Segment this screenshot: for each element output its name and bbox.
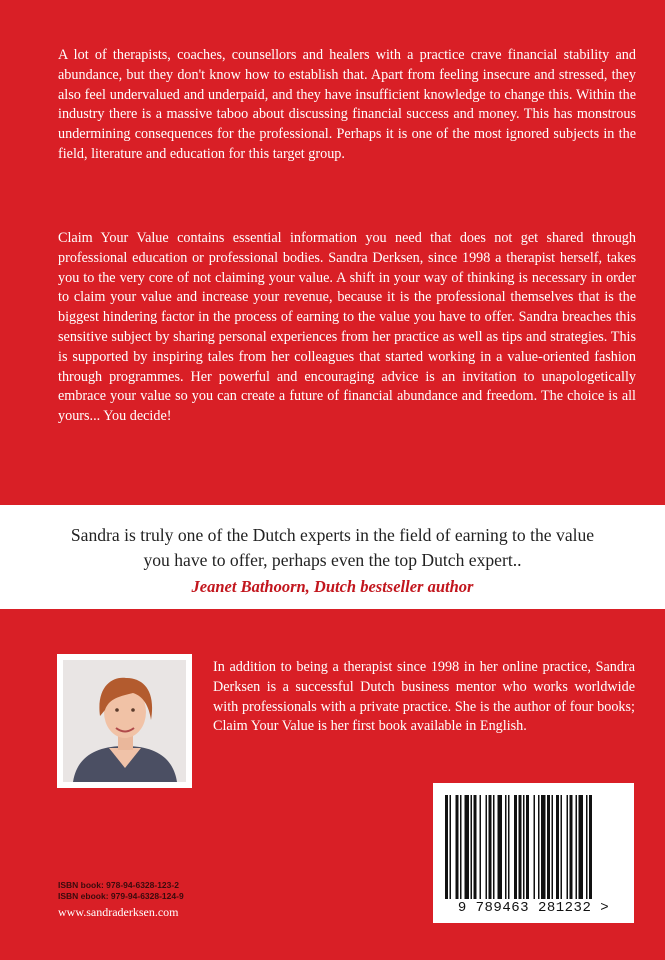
barcode-bar <box>471 795 473 899</box>
quote-band <box>0 505 665 609</box>
barcode-bar <box>589 795 592 899</box>
barcode-bar <box>547 795 550 899</box>
barcode-bar <box>519 795 522 899</box>
barcode-bar <box>523 795 525 899</box>
barcode-bar <box>576 795 578 899</box>
barcode-bar <box>570 795 573 899</box>
barcode-bar <box>480 795 482 899</box>
barcode-bar <box>456 795 459 899</box>
barcode-bar <box>460 795 462 899</box>
quote-author: Jeanet Bathoorn, Dutch bestseller author <box>191 577 474 596</box>
barcode-bar <box>445 795 448 899</box>
blurb-paragraph-1: A lot of therapists, coaches, counsellors and healers with a practice crave financial stability and abundance, but they don't know how to establish that. Apart from feeling insecure and stressed, they also feel undervalued and underpaid, and they have insufficient knowledge to change this. Within the industry there is a massive taboo about discussing financial success and money. This has monstrous undermining consequences for the professional. Perhaps it is one of the most ignored subjects in the field, literature and education for this target group. <box>58 47 636 162</box>
barcode-digits: 9 789463 281232 > <box>457 900 610 916</box>
barcode-bar <box>579 795 584 899</box>
quote-text: Sandra is truly one of the Dutch experts in the field of earning to the value you have to offer, perhaps even the top Dutch expert.. <box>70 525 595 570</box>
blurb-paragraph-2: Claim Your Value contains essential information you need that does not get shared through professional education or professional bodies. Sandra Derksen, since 1998 a therapist herself, takes you to the very core of not claiming your value. A shift in your way of thinking is necessary in order to claim your value and increase your revenue, because it is the professional themselves that is the biggest hindering factor in the process of earning to the value you have to offer. Sandra breaches this sensitive subject by sharing personal experiences from her practice as well as tips and strategies. This is supported by inspiring tales from her colleagues that started working in a value-oriented fashion through programmes. Her powerful and encouraging advice is an invitation to unapologetically embrace your value so you can create a future of financial abundance and freedom. The choice is all yours... You decide! <box>58 230 636 425</box>
barcode-bar <box>486 795 488 899</box>
barcode-bar <box>561 795 563 899</box>
barcode-bar <box>552 795 554 899</box>
author-bio: In addition to being a therapist since 1998 in her online practice, Sandra Derksen is a successful Dutch business mentor who works worldwide with professionals with a private practice. She is the author of four books; Claim Your Value is her first book available in English. <box>213 659 635 735</box>
barcode-bar <box>498 795 503 899</box>
barcode-bar <box>541 795 546 899</box>
barcode-bar <box>465 795 470 899</box>
barcode-bar <box>586 795 588 899</box>
barcode-bars <box>445 795 622 899</box>
barcode-bar <box>534 795 536 899</box>
isbn-book: ISBN book: 978-94-6328-123-2 <box>58 880 179 890</box>
barcode-bar <box>450 795 452 899</box>
website-link[interactable]: www.sandraderksen.com <box>58 905 179 919</box>
barcode-bar <box>508 795 510 899</box>
barcode-bar <box>567 795 569 899</box>
barcode-bar <box>556 795 559 899</box>
barcode-bar <box>493 795 495 899</box>
barcode-bar <box>538 795 540 899</box>
author-portrait-image <box>63 660 186 782</box>
barcode-bar <box>505 795 507 899</box>
barcode-bar <box>489 795 492 899</box>
barcode <box>433 783 634 923</box>
author-photo <box>57 654 192 788</box>
barcode-bar <box>514 795 517 899</box>
barcode-bar <box>526 795 529 899</box>
isbn-ebook: ISBN ebook: 979-94-6328-124-9 <box>58 891 184 901</box>
barcode-bar <box>474 795 477 899</box>
